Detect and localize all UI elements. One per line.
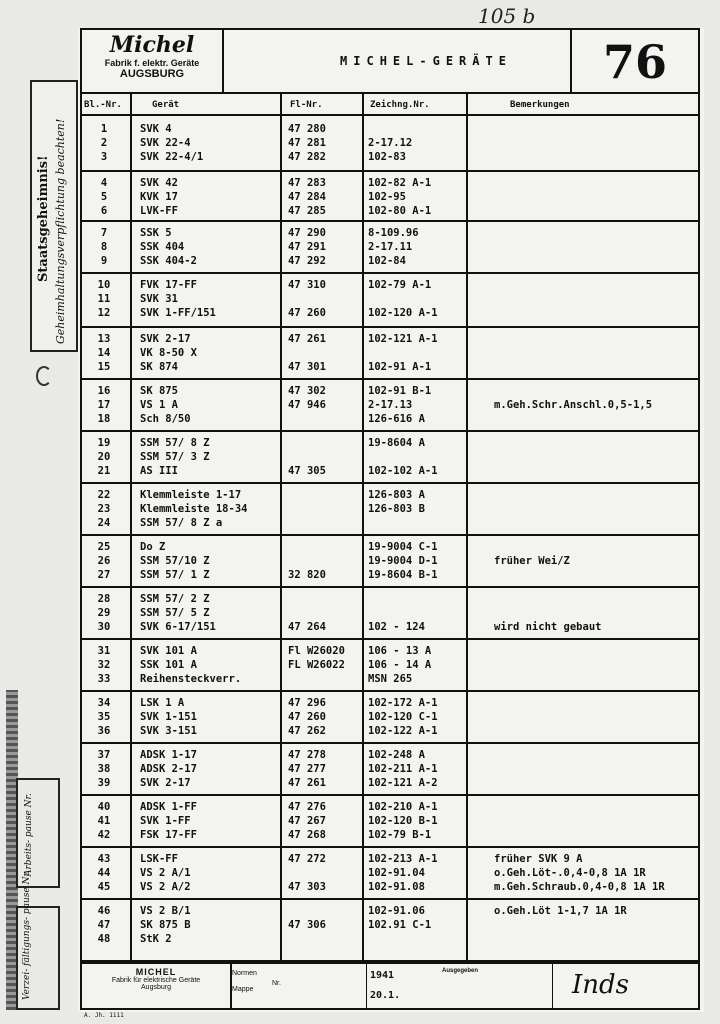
group-divider [80, 272, 700, 274]
row-number: 32 [97, 659, 111, 671]
device-name: LVK-FF [140, 205, 178, 217]
group-divider [80, 378, 700, 380]
row-number: 17 [97, 399, 111, 411]
device-name: Sch 8/50 [140, 413, 191, 425]
remark: m.Geh.Schr.Anschl.0,5-1,5 [494, 399, 653, 411]
device-name: StK 2 [140, 933, 172, 945]
col-head-bemerkungen: Bemerkungen [510, 100, 570, 110]
column-rule [466, 94, 468, 962]
device-name: SSM 57/10 Z [140, 555, 210, 567]
drawing-number: 102-82 A-1 [368, 177, 432, 189]
group-divider [80, 482, 700, 484]
row-number: 27 [97, 569, 111, 581]
device-name: SVK 2-17 [140, 777, 191, 789]
drawing-number: 102-248 A [368, 749, 425, 761]
device-name: SSK 5 [140, 227, 172, 239]
fl-number: 47 262 [288, 725, 326, 737]
drawing-number: 102-120 B-1 [368, 815, 438, 827]
drawing-number: 102-91.06 [368, 905, 425, 917]
device-name: VS 2 A/1 [140, 867, 191, 879]
row-number: 36 [97, 725, 111, 737]
drawing-number: 126-803 A [368, 489, 425, 501]
drawing-number: 106 - 14 A [368, 659, 432, 671]
row-number: 20 [97, 451, 111, 463]
device-name: SK 875 B [140, 919, 191, 931]
drawing-number: 102-95 [368, 191, 406, 203]
remark: m.Geh.Schraub.0,4-0,8 1A 1R [494, 881, 665, 893]
row-number: 3 [100, 151, 108, 163]
fl-number: 47 282 [288, 151, 326, 163]
row-number: 9 [100, 255, 108, 267]
drawing-number: 102-91 A-1 [368, 361, 432, 373]
footer-maker [82, 964, 232, 1008]
row-number: 31 [97, 645, 111, 657]
group-divider [80, 690, 700, 692]
row-number: 7 [100, 227, 108, 239]
drawing-number: 102-120 A-1 [368, 307, 438, 319]
row-number: 29 [97, 607, 111, 619]
device-name: SSK 404 [140, 241, 185, 253]
row-number: 38 [97, 763, 111, 775]
row-number: 40 [97, 801, 111, 813]
footer-divider [552, 964, 553, 1008]
device-name: Klemmleiste 18-34 [140, 503, 248, 515]
fl-number: 47 276 [288, 801, 326, 813]
remark: früher Wei/Z [494, 555, 570, 567]
column-rule [280, 94, 282, 962]
group-divider [80, 170, 700, 172]
footer-fields [232, 966, 281, 998]
device-name: SK 875 [140, 385, 178, 397]
row-number: 48 [97, 933, 111, 945]
fl-number: 47 260 [288, 307, 326, 319]
fl-number: 47 305 [288, 465, 326, 477]
fl-number: 47 290 [288, 227, 326, 239]
drawing-number: MSN 265 [368, 673, 413, 685]
footer-date: 20.1. [370, 990, 401, 1001]
punch-hole [36, 366, 52, 386]
footer-maker-name: MICHEL [135, 967, 177, 977]
fl-number: 47 291 [288, 241, 326, 253]
row-number: 8 [100, 241, 108, 253]
group-divider [80, 534, 700, 536]
col-head-flnr: Fl-Nr. [290, 100, 323, 110]
fl-number: 47 296 [288, 697, 326, 709]
row-number: 25 [97, 541, 111, 553]
company-logo: Michel [109, 32, 195, 58]
secrecy-stamp-line2: Geheimhaltungsverpflichtung beachten! [54, 118, 67, 344]
row-number: 23 [97, 503, 111, 515]
fl-number: FL W26022 [288, 659, 345, 671]
drawing-number: 19-9004 D-1 [368, 555, 438, 567]
row-number: 47 [97, 919, 111, 931]
drawing-number: 102-84 [368, 255, 406, 267]
row-number: 14 [97, 347, 111, 359]
drawing-number: 102-91.08 [368, 881, 425, 893]
device-name: SSM 57/ 8 Z [140, 437, 210, 449]
drawing-number: 2-17.11 [368, 241, 413, 253]
drawing-number: 19-8604 A [368, 437, 425, 449]
device-name: SK 874 [140, 361, 178, 373]
fl-number: 47 284 [288, 191, 326, 203]
drawing-number: 102-83 [368, 151, 406, 163]
device-name: SVK 1-151 [140, 711, 197, 723]
table-header-rule [80, 114, 700, 116]
row-number: 6 [100, 205, 108, 217]
row-number: 30 [97, 621, 111, 633]
group-divider [80, 326, 700, 328]
row-number: 28 [97, 593, 111, 605]
device-name: ADSK 1-FF [140, 801, 197, 813]
device-name: SVK 1-FF/151 [140, 307, 216, 319]
footer-ausgegeben: Ausgegeben [442, 968, 479, 974]
footer-mappe: Mappe [232, 986, 254, 993]
arbeitspause-label: Arbeits- pause Nr. [24, 793, 34, 876]
fl-number: 47 301 [288, 361, 326, 373]
drawing-number: 102-80 A-1 [368, 205, 432, 217]
fl-number: 47 261 [288, 777, 326, 789]
device-name: FVK 17-FF [140, 279, 197, 291]
device-name: KVK 17 [140, 191, 178, 203]
row-number: 43 [97, 853, 111, 865]
company-subtitle: Fabrik f. elektr. Geräte [104, 58, 200, 68]
group-divider [80, 794, 700, 796]
footer-maker-city: Augsburg [141, 984, 171, 991]
drawing-number: 126-803 B [368, 503, 425, 515]
drawing-number: 102-79 A-1 [368, 279, 432, 291]
fl-number: Fl W26020 [288, 645, 345, 657]
row-number: 18 [97, 413, 111, 425]
row-number: 26 [97, 555, 111, 567]
form-code: A. Jh. 1111 [84, 1012, 124, 1019]
drawing-number: 102-210 A-1 [368, 801, 438, 813]
device-name: SSK 404-2 [140, 255, 197, 267]
row-number: 1 [100, 123, 108, 135]
device-name: SVK 3-151 [140, 725, 197, 737]
drawing-number: 2-17.13 [368, 399, 413, 411]
sheet-header [80, 28, 700, 94]
logo-box [82, 30, 224, 92]
row-number: 45 [97, 881, 111, 893]
col-head-blnr: Bl.-Nr. [84, 100, 122, 110]
group-divider [80, 220, 700, 222]
row-number: 41 [97, 815, 111, 827]
handwritten-note: 105 b [478, 4, 536, 28]
device-name: SVK 31 [140, 293, 178, 305]
drawing-number: 102-102 A-1 [368, 465, 438, 477]
fl-number: 47 280 [288, 123, 326, 135]
fl-number: 47 310 [288, 279, 326, 291]
sheet-number: 76 [570, 30, 698, 92]
drawing-number: 126-616 A [368, 413, 425, 425]
fl-number: 47 278 [288, 749, 326, 761]
fl-number: 47 285 [288, 205, 326, 217]
group-divider [80, 898, 700, 900]
footer-normen: Normen [232, 970, 257, 977]
drawing-number: 19-9004 C-1 [368, 541, 438, 553]
device-name: VS 2 A/2 [140, 881, 191, 893]
row-number: 12 [97, 307, 111, 319]
group-divider [80, 846, 700, 848]
drawing-number: 2-17.12 [368, 137, 413, 149]
remark: o.Geh.Löt-.0,4-0,8 1A 1R [494, 867, 646, 879]
drawing-number: 102-121 A-1 [368, 333, 438, 345]
device-name: VK 8-50 X [140, 347, 197, 359]
footer-maker-sub: Fabrik für elektrische Geräte [111, 977, 201, 984]
fl-number: 47 267 [288, 815, 326, 827]
device-name: AS III [140, 465, 178, 477]
drawing-number: 102-91.04 [368, 867, 425, 879]
drawing-number: 102-172 A-1 [368, 697, 438, 709]
device-name: SVK 101 A [140, 645, 197, 657]
fl-number: 47 946 [288, 399, 326, 411]
drawing-number: 102-213 A-1 [368, 853, 438, 865]
row-number: 21 [97, 465, 111, 477]
device-name: Klemmleiste 1-17 [140, 489, 242, 501]
drawing-number: 102-91 B-1 [368, 385, 432, 397]
secrecy-stamp-line1: Staatsgeheimnis! [36, 155, 51, 282]
group-divider [80, 586, 700, 588]
fl-number: 47 264 [288, 621, 326, 633]
row-number: 22 [97, 489, 111, 501]
device-name: SVK 22-4 [140, 137, 191, 149]
drawing-number: 102-79 B-1 [368, 829, 432, 841]
row-number: 24 [97, 517, 111, 529]
device-name: SSM 57/ 1 Z [140, 569, 210, 581]
device-name: VS 1 A [140, 399, 178, 411]
device-name: Reihensteckverr. [140, 673, 242, 685]
device-name: SVK 1-FF [140, 815, 191, 827]
signature: Inds [572, 970, 630, 1000]
drawing-number: 102 - 124 [368, 621, 425, 633]
footer-divider [366, 964, 367, 1008]
device-name: SSM 57/ 5 Z [140, 607, 210, 619]
device-name: SVK 42 [140, 177, 178, 189]
drawing-number: 102.91 C-1 [368, 919, 432, 931]
drawing-number: 102-121 A-2 [368, 777, 438, 789]
fl-number: 47 306 [288, 919, 326, 931]
row-number: 19 [97, 437, 111, 449]
device-name: SSK 101 A [140, 659, 197, 671]
column-rule [130, 94, 132, 962]
fl-number: 47 281 [288, 137, 326, 149]
verzeichnis-label: Verzei- fältigungs- pause Nr. [22, 870, 32, 1000]
fl-number: 47 272 [288, 853, 326, 865]
group-divider [80, 430, 700, 432]
device-name: SVK 4 [140, 123, 172, 135]
row-number: 16 [97, 385, 111, 397]
device-name: VS 2 B/1 [140, 905, 191, 917]
column-rule [80, 94, 82, 962]
fl-number: 47 303 [288, 881, 326, 893]
device-name: LSK 1 A [140, 697, 185, 709]
column-rule [698, 94, 700, 962]
device-name: FSK 17-FF [140, 829, 197, 841]
device-name: SVK 6-17/151 [140, 621, 216, 633]
device-name: SSM 57/ 2 Z [140, 593, 210, 605]
drawing-number: 8-109.96 [368, 227, 419, 239]
col-head-geraet: Gerät [152, 100, 180, 110]
row-number: 15 [97, 361, 111, 373]
row-number: 46 [97, 905, 111, 917]
fl-number: 47 283 [288, 177, 326, 189]
fl-number: 47 268 [288, 829, 326, 841]
fl-number: 47 261 [288, 333, 326, 345]
sheet-title: MICHEL-GERÄTE [340, 54, 512, 68]
fl-number: 32 820 [288, 569, 326, 581]
drawing-number: 102-211 A-1 [368, 763, 438, 775]
fl-number: 47 277 [288, 763, 326, 775]
row-number: 44 [97, 867, 111, 879]
verzeichnis-box [16, 870, 60, 1010]
footer-block [80, 962, 700, 1010]
device-name: SSM 57/ 8 Z a [140, 517, 223, 529]
column-rule [362, 94, 364, 962]
group-divider [80, 742, 700, 744]
footer-nr: Nr. [272, 980, 281, 987]
row-number: 39 [97, 777, 111, 789]
row-number: 11 [97, 293, 111, 305]
fl-number: 47 292 [288, 255, 326, 267]
row-number: 35 [97, 711, 111, 723]
device-name: Do Z [140, 541, 166, 553]
remark: wird nicht gebaut [494, 621, 602, 633]
row-number: 34 [97, 697, 111, 709]
device-name: SVK 22-4/1 [140, 151, 204, 163]
row-number: 37 [97, 749, 111, 761]
row-number: 4 [100, 177, 108, 189]
row-number: 42 [97, 829, 111, 841]
fl-number: 47 260 [288, 711, 326, 723]
row-number: 33 [97, 673, 111, 685]
row-number: 13 [97, 333, 111, 345]
drawing-number: 102-120 C-1 [368, 711, 438, 723]
device-name: SSM 57/ 3 Z [140, 451, 210, 463]
device-name: LSK-FF [140, 853, 178, 865]
drawing-number: 19-8604 B-1 [368, 569, 438, 581]
remark: o.Geh.Löt 1-1,7 1A 1R [494, 905, 627, 917]
footer-year: 1941 [370, 970, 395, 981]
col-head-zeichnung: Zeichng.Nr. [370, 100, 430, 110]
secrecy-stamp [30, 80, 78, 352]
row-number: 2 [100, 137, 108, 149]
remark: früher SVK 9 A [494, 853, 583, 865]
row-number: 10 [97, 279, 111, 291]
drawing-number: 102-122 A-1 [368, 725, 438, 737]
company-city: AUGSBURG [119, 68, 185, 80]
device-name: ADSK 1-17 [140, 749, 197, 761]
fl-number: 47 302 [288, 385, 326, 397]
drawing-number: 106 - 13 A [368, 645, 432, 657]
device-name: ADSK 2-17 [140, 763, 197, 775]
row-number: 5 [100, 191, 108, 203]
device-name: SVK 2-17 [140, 333, 191, 345]
group-divider [80, 638, 700, 640]
